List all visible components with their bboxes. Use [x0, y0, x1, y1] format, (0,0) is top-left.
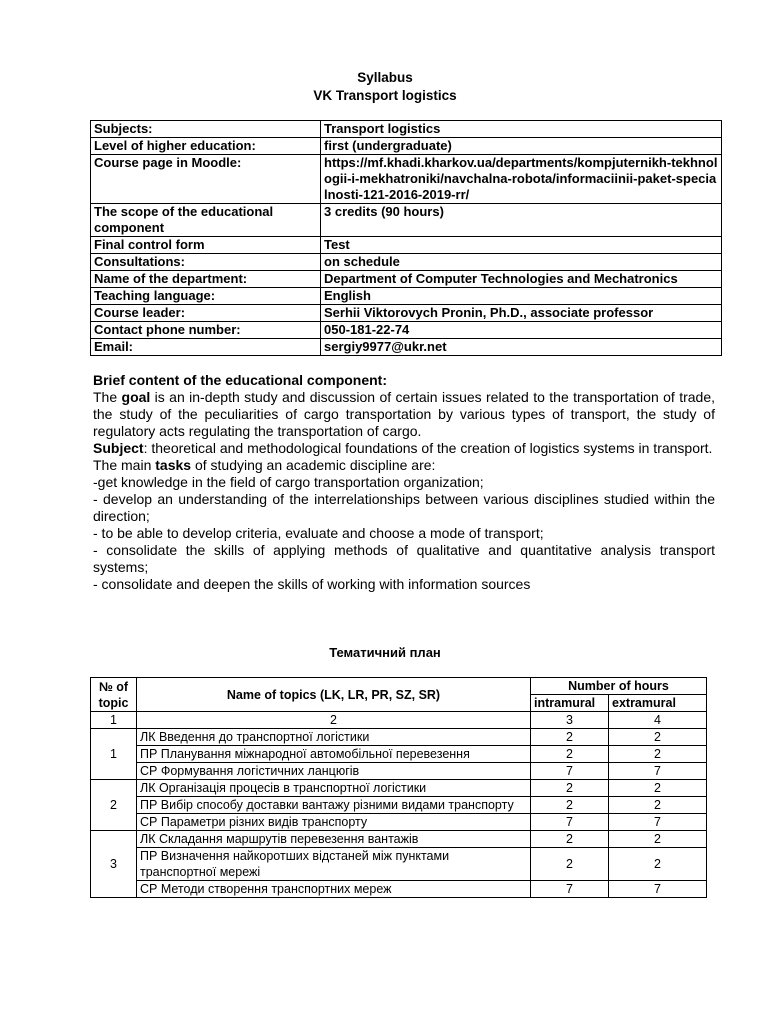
table-row [91, 814, 707, 831]
info-row [91, 204, 722, 237]
col-extramural-header: extramural [609, 695, 707, 712]
tasks-pre: The main [93, 457, 156, 473]
table-row [91, 780, 707, 797]
info-row [91, 237, 722, 254]
extramural-hours: 7 [609, 881, 707, 898]
intramural-hours: 2 [531, 729, 609, 746]
goal-pre: The [93, 389, 122, 405]
extramural-hours: 2 [609, 780, 707, 797]
goal-word: goal [121, 389, 151, 405]
topic-name: СР Методи створення транспортних мереж [137, 881, 531, 898]
moodle-link[interactable]: https://mf.khadi.kharkov.ua/departments/kompjuternikh-tekhnologii-i-mekhatroniki/navchalna-robota/informaciinii-paket-specialnosti-121-2016-2019-rr/ [321, 155, 722, 204]
table-row [91, 729, 707, 746]
extramural-hours: 2 [609, 797, 707, 814]
task-item: - consolidate and deepen the skills of working with information sources [93, 576, 531, 592]
extramural-hours: 2 [609, 746, 707, 763]
document-title: Syllabus [357, 70, 413, 85]
topic-name: СР Формування логістичних ланцюгів [137, 763, 531, 780]
info-key: The scope of the educational component [91, 204, 321, 237]
info-row [91, 271, 722, 288]
info-value: Test [321, 237, 722, 254]
brief-content [93, 372, 715, 593]
extramural-hours: 7 [609, 814, 707, 831]
topic-name: ЛК Організація процесів в транспортної логістики [137, 780, 531, 797]
intramural-hours: 2 [531, 848, 609, 881]
task-item: -get knowledge in the field of cargo transportation organization; [93, 474, 484, 490]
task-item: - develop an understanding of the interrelationships between various disciplines studied within the direction; [93, 491, 715, 524]
intramural-hours: 2 [531, 831, 609, 848]
topic-name: ЛК Складання маршрутів перевезення вантажів [137, 831, 531, 848]
index-cell: 2 [137, 712, 531, 729]
info-row [91, 322, 722, 339]
plan-header-row [91, 678, 707, 695]
info-row [91, 305, 722, 322]
table-row [91, 797, 707, 814]
info-value: English [321, 288, 722, 305]
info-row [91, 155, 722, 204]
intramural-hours: 7 [531, 881, 609, 898]
table-row [91, 763, 707, 780]
index-cell: 3 [531, 712, 609, 729]
index-cell: 4 [609, 712, 707, 729]
info-key: Contact phone number: [91, 322, 321, 339]
intramural-hours: 2 [531, 780, 609, 797]
info-value: 3 credits (90 hours) [321, 204, 722, 237]
plan-title: Тематичний план [329, 645, 441, 660]
subject-word: Subject [93, 440, 144, 456]
index-cell: 1 [91, 712, 137, 729]
info-key: Level of higher education: [91, 138, 321, 155]
info-key: Teaching language: [91, 288, 321, 305]
extramural-hours: 2 [609, 831, 707, 848]
tasks-word: tasks [155, 457, 192, 473]
info-row [91, 138, 722, 155]
thematic-plan-table [90, 677, 707, 898]
info-row [91, 121, 722, 138]
topic-name: СР Параметри різних видів транспорту [137, 814, 531, 831]
tasks-text: of studying an academic discipline are: [191, 457, 436, 473]
extramural-hours: 2 [609, 848, 707, 881]
topic-name: ПР Планування міжнародної автомобільної перевезення [137, 746, 531, 763]
topic-name: ПР Визначення найкоротших відстаней між пунктами транспортної мережі [137, 848, 531, 881]
topic-number: 3 [91, 831, 137, 898]
col-intramural-header: intramural [531, 695, 609, 712]
info-key: Subjects: [91, 121, 321, 138]
info-key: Email: [91, 339, 321, 356]
extramural-hours: 7 [609, 763, 707, 780]
info-value: Serhii Viktorovych Pronin, Ph.D., associate professor [321, 305, 722, 322]
topic-name: ЛК Введення до транспортної логістики [137, 729, 531, 746]
info-value: on schedule [321, 254, 722, 271]
col-hours-header: Number of hours [531, 678, 707, 695]
brief-heading: Brief content of the educational component: [93, 372, 388, 388]
goal-paragraph [93, 389, 715, 440]
info-key: Consultations: [91, 254, 321, 271]
topic-name: ПР Вибір способу доставки вантажу різними видами транспорту [137, 797, 531, 814]
intramural-hours: 7 [531, 814, 609, 831]
table-row [91, 746, 707, 763]
info-value: Transport logistics [321, 121, 722, 138]
info-row [91, 254, 722, 271]
info-key: Course page in Moodle: [91, 155, 321, 204]
info-row [91, 339, 722, 356]
intramural-hours: 2 [531, 797, 609, 814]
task-item: - consolidate the skills of applying methods of qualitative and quantitative analysis transport systems; [93, 542, 715, 575]
info-value: 050-181-22-74 [321, 322, 722, 339]
course-info-table [90, 120, 722, 356]
col-num-header: № of topic [91, 678, 137, 712]
table-row [91, 848, 707, 881]
task-item: - to be able to develop criteria, evaluate and choose a mode of transport; [93, 525, 544, 541]
info-value: Department of Computer Technologies and Mechatronics [321, 271, 722, 288]
intramural-hours: 7 [531, 763, 609, 780]
info-value: first (undergraduate) [321, 138, 722, 155]
table-row [91, 881, 707, 898]
info-key: Final control form [91, 237, 321, 254]
col-name-header: Name of topics (LK, LR, PR, SZ, SR) [137, 678, 531, 712]
info-row [91, 288, 722, 305]
document-subtitle: VK Transport logistics [313, 88, 457, 103]
task-list [93, 474, 715, 593]
topic-number: 2 [91, 780, 137, 831]
goal-text: is an in-depth study and discussion of certain issues related to the transportation of trade, the study of the peculiarities of cargo transportation by various types of transport, the study of regulatory acts regulating the transportation of cargo. [93, 389, 715, 439]
info-key: Name of the department: [91, 271, 321, 288]
info-key: Course leader: [91, 305, 321, 322]
table-row [91, 831, 707, 848]
info-value: sergiy9977@ukr.net [321, 339, 722, 356]
subject-paragraph [93, 440, 715, 457]
topic-number: 1 [91, 729, 137, 780]
plan-index-row [91, 712, 707, 729]
subject-text: : theoretical and methodological foundations of the creation of logistics systems in transport. [143, 440, 713, 456]
intramural-hours: 2 [531, 746, 609, 763]
tasks-paragraph [93, 457, 715, 474]
extramural-hours: 2 [609, 729, 707, 746]
